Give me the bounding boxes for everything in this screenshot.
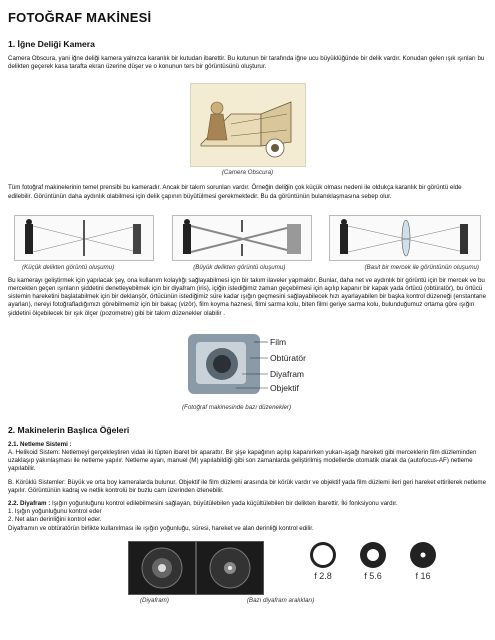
component-label: Obtüratör (270, 352, 306, 363)
paragraph: A. Helikoid Sistem: Netlemeyi gerçekleştiren vidalı iki tüpten ibaret bir aparattır. Bir şişe kapağının açılıp kapanırken yukarı-aşağı hareketi gibi merceklerin film düzleminden uzaklaşıp yakınlaşması ile netleme yapılır. Netleme ayarı, manuel (M) yapılabildiği gibi son zamanlarda geliştirilmiş modellerde otomatik olarak da (autofocus-AF) netleme yapılabilir. (8, 449, 477, 473)
paragraph: Tüm fotoğraf makinelerinin temel prensibi bu kameradır. Ancak bir takım sorunları vardır. Örneğin deliğin çok küçük olması nedeni ile oldukça karanlık bir görüntü elde edilebilir. Görüntünün daha aydınlık olabilmesi için delik çapının büyütülmesi gerekmektedir. Bu da görüntünün bulanıklaşmasına sebep olur. (8, 184, 462, 200)
page-title: FOTOĞRAF MAKİNESİ (8, 10, 152, 25)
large-hole-diagram (172, 215, 312, 261)
aperture-f2-8 (302, 541, 344, 581)
aperture-label: f 2.8 (314, 570, 332, 581)
figure-caption: (Diyafram) (140, 596, 169, 604)
paragraph: Camera Obscura, yani iğne deliği kamera yalnızca karanlık bir kutudan ibarettir. Bu kutunun bir tarafında iğne ucu büyüklüğünde bir delik vardır. Konudan gelen ışık ışınları bu delikten geçerek kasa tarafta ekran üzerine düşer ve o konunun ters bir görüntüsünü oluşturur. (8, 55, 485, 71)
camera-components-illustration (184, 328, 312, 402)
list-item: 1. Işığın yoğunluğunu kontrol eder (8, 508, 102, 516)
paragraph-text: Işığın yoğunluğunu kontrol edilebilmesini sağlayan, büyütülebilen yada küçültülebilen bir delikten ibarettir. İki fonksiyonu vardır. (50, 500, 398, 508)
section-heading-elements: 2. Makinelerin Başlıca Öğeleri (8, 424, 130, 435)
paragraph: Diyaframın ve obtüratörün birlikte kullanılması ile ışığın yoğunluğu, süresi, hareket ve alan derinliği kontrol edilir. (8, 524, 314, 532)
lens-photo (128, 541, 196, 595)
figure-caption: (Büyük delikten görüntü oluşumu) (193, 263, 286, 271)
figure-captions-row (22, 264, 479, 271)
figure-caption: (Fotoğraf makinesinde bazı düzenekler) (182, 403, 292, 411)
aperture-f16 (402, 541, 444, 581)
paragraph: Bu kamerayı geliştirmek için yapılacak şey, ona kullanım kolaylığı sağlayabilmesi için bir takım ilaveler yapmaktır. Bunlar, daha net ve aydınlık bir görüntü için bir mercek ve bu mercekten geçen ışınların şiddetini denetleyebilmek için bir diyafram (iris), içiğin istediğimiz zaman geçebilmesi için açılıp kapanır bir kapak yada örtücü (obtüratör), bu örtücü sistemin hareketini başlatabilmek için bir deklanşör, örtücünün istediğimiz süre kadar ışığın geçmesini sağlayabilecek hızı ayarlayabilen bir başka kontrol düzeneği (enstantane ayarları), nereyi fotoğrafladığımızı görebilmemiz için bir bakaç (vizör), film koyma haznesi, filmi sarma kolu, biten filmi geriye sarma kolu, bulunduğumuz ortama göre ışığın şiddetini ölçebilecek bir ışık ölçer (pozometre) gibi bir takım düzenekler olabilir . (8, 276, 487, 317)
document (8, 10, 487, 604)
figure-caption: (Bazı diyafram aralıkları) (246, 596, 315, 604)
diaphragm-photos (128, 541, 264, 595)
aperture-label: f 5.6 (364, 570, 382, 581)
component-label: Film (270, 336, 287, 347)
figure-caption: (Camera Obscura) (221, 169, 274, 177)
figure-caption: (Küçük delikten görüntü oluşumu) (22, 263, 115, 271)
component-label: Diyafram (270, 368, 305, 379)
aperture-f5-6 (352, 541, 394, 581)
small-hole-diagram (14, 215, 154, 261)
camera-obscura-illustration (190, 83, 306, 167)
image-formation-figures (14, 215, 481, 261)
paragraph: B. Körüklü Sistemler: Büyük ve orta boy kameralarda bulunur. Objektif ile film düzlemi arasında bir körük vardır ve objektif yada film düzlemi ileri geri hareket ettirilerek netleme yapılır. Görüntünün kadraj ve netlik kontrolü bir buzlu cam üzerinden izlenebilir. (8, 478, 487, 494)
diaphragm-figures (8, 541, 487, 595)
aperture-label: f 16 (415, 570, 431, 581)
aperture-examples (302, 541, 452, 581)
section-heading-pinhole: 1. İğne Deliği Kamera (8, 39, 95, 49)
list-item: 2. Net alan derinliğini kontrol eder. (8, 516, 102, 524)
subsection-heading: 2.2. Diyafram : (8, 500, 51, 508)
figure-caption: (Basit bir mercek ile görüntünün oluşumu) (364, 263, 479, 271)
lens-photo (196, 541, 264, 595)
paragraph (8, 500, 487, 508)
figure-captions-row (8, 597, 487, 604)
component-label: Objektif (270, 382, 299, 393)
subsection-heading: 2.1. Netleme Sistemi : (8, 440, 72, 448)
lens-diagram (329, 215, 481, 261)
